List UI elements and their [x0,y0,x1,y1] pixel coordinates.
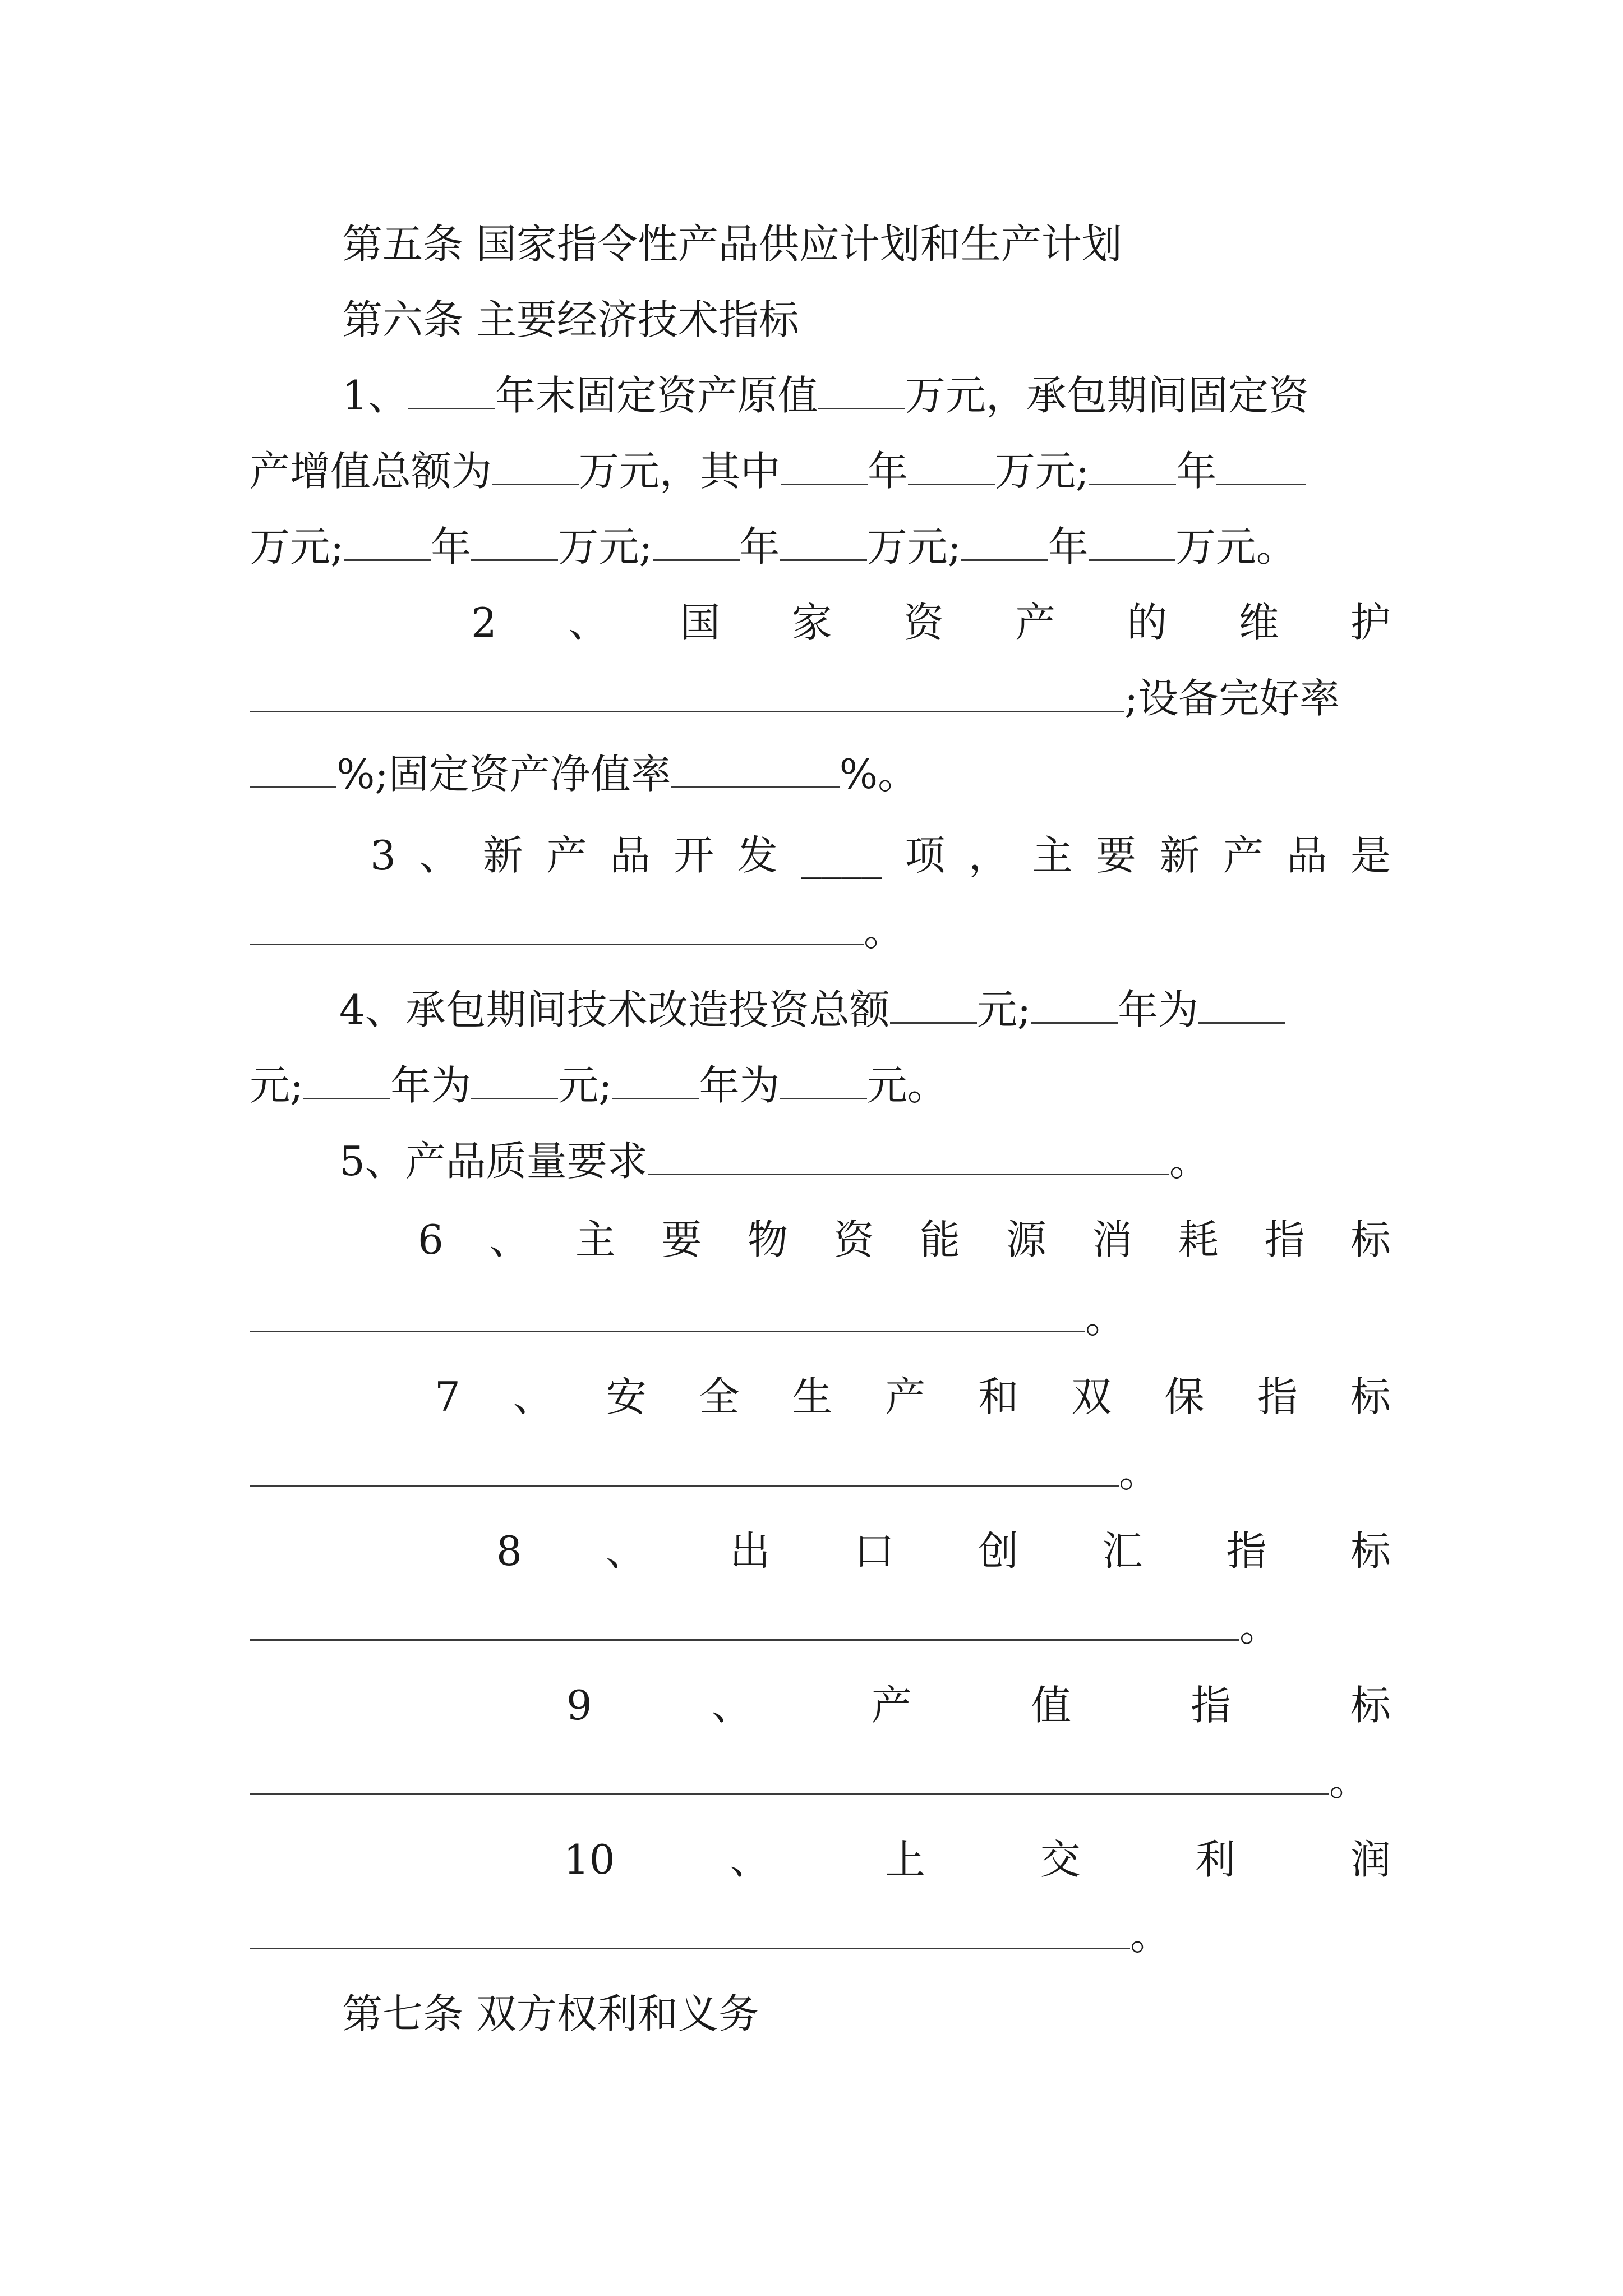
item-3-char: 、 [419,832,460,879]
item-7-char: 指 [1257,1373,1298,1420]
item-8-char: 汇 [1102,1527,1143,1575]
item-8-char: 口 [854,1527,895,1575]
blank-field[interactable] [1089,520,1175,561]
blank-field[interactable] [1089,444,1176,485]
item-6-end: 。 [1085,1295,1126,1342]
item-4-text: 年为 [1118,986,1199,1033]
item-5-end: 。 [1169,1138,1210,1185]
item-8-char: 标 [1350,1527,1391,1575]
item-7-char: 标 [1350,1373,1391,1420]
item-1-line-2 [250,443,1391,499]
item-4-text: 元。 [866,1062,948,1109]
item-10-char: 、 [730,1836,771,1883]
item-2-char: 、 [568,599,609,646]
item-9-line-2 [250,1753,1391,1809]
blank-field[interactable] [818,369,905,409]
item-3-char: 项 [905,832,946,879]
item-10-line-1 [250,1832,1391,1888]
item-8-line-1 [250,1523,1391,1579]
item-5-text: 5、产品质量要求 [339,1138,648,1185]
article-7-text: 第七条 双方权利和义务 [342,1990,759,2037]
item-8-char: 8 [496,1527,522,1575]
item-1-text: 万元; [995,448,1090,495]
item-4-line-2 [250,1057,1391,1114]
item-2-char: 的 [1127,599,1168,646]
blank-field[interactable] [250,904,864,945]
item-3-char: 产 [1223,832,1264,879]
blank-field[interactable] [250,671,1124,712]
item-1-text: 年 [739,523,780,570]
blank-field[interactable] [250,1446,1119,1487]
blank-field[interactable] [890,983,977,1024]
item-1-text: 万元，承包期间固定资 [905,372,1309,419]
blank-field[interactable] [250,1291,1085,1332]
item-9-line-1 [250,1677,1391,1733]
item-6-char: 6 [418,1216,444,1263]
item-6-char: 资 [833,1216,874,1263]
item-3-char: 要 [1095,832,1136,879]
blank-field[interactable] [781,444,868,485]
item-3-char: 品 [1287,832,1327,879]
item-1-text: 年 [1048,523,1089,570]
item-9-char: 产 [871,1682,912,1729]
item-7-char: 7 [435,1373,460,1420]
item-6-line-1 [250,1212,1391,1268]
item-3-blank[interactable]: ____ [801,832,882,879]
item-3-char: 主 [1032,832,1073,879]
item-2-text: ;设备完好率 [1124,675,1340,722]
item-8-char: 出 [730,1527,771,1575]
item-6-char: 主 [575,1216,616,1263]
item-1-text: 产增值总额为 [250,448,492,495]
item-10-char: 10 [564,1836,615,1883]
item-5-line [250,1133,1391,1189]
item-7-line-2 [250,1444,1391,1501]
blank-field[interactable] [303,1059,390,1099]
item-2-char: 家 [791,599,832,646]
blank-field[interactable] [408,369,495,409]
item-6-char: 物 [748,1216,789,1263]
item-9-char: 值 [1031,1682,1072,1729]
item-1-text: 年 [1176,448,1217,495]
item-10-char: 润 [1350,1836,1391,1883]
item-10-char: 交 [1040,1836,1081,1883]
item-7-char: 保 [1164,1373,1205,1420]
article-5-text: 第五条 国家指令性产品供应计划和生产计划 [342,220,1122,268]
item-6-char: 、 [489,1216,530,1263]
blank-field[interactable] [612,1059,699,1099]
blank-field[interactable] [1031,983,1118,1024]
blank-field[interactable] [492,444,579,485]
item-4-text: 元; [250,1062,304,1109]
item-6-char: 消 [1092,1216,1133,1263]
item-7-char: 生 [792,1373,833,1420]
item-7-char: 、 [513,1373,554,1420]
blank-field[interactable] [471,1059,558,1099]
item-10-char: 上 [884,1836,925,1883]
blank-field[interactable] [648,1134,1169,1175]
item-4-text: 年为 [699,1062,780,1109]
item-6-char: 源 [1006,1216,1046,1263]
item-3-char: 是 [1350,832,1391,879]
item-1-text: 万元; [250,523,344,570]
blank-field[interactable] [344,520,431,561]
item-8-char: 、 [606,1527,647,1575]
blank-field[interactable] [250,1754,1329,1795]
item-3-char: 品 [610,832,651,879]
item-4-text: 元; [558,1062,612,1109]
item-2-char: 2 [471,599,497,646]
item-3-end: 。 [864,908,905,955]
item-2-line-2 [250,670,1391,726]
item-1-line-1 [250,367,1391,424]
item-3-line-2 [250,903,1391,959]
item-9-char: 标 [1350,1682,1391,1729]
item-7-char: 和 [978,1373,1019,1420]
item-6-char: 要 [661,1216,702,1263]
item-2-char: 资 [903,599,944,646]
item-7-char: 产 [885,1373,926,1420]
item-1-line-3 [250,519,1391,575]
item-7-char: 安 [606,1373,647,1420]
blank-field[interactable] [908,444,995,485]
item-4-text: 年为 [390,1062,472,1109]
blank-field[interactable] [250,747,336,788]
item-3-char: 3 [370,832,396,879]
item-3-char: 开 [674,832,714,879]
item-7-end: 。 [1119,1449,1160,1496]
blank-field[interactable] [780,1059,867,1099]
item-9-end: 。 [1329,1757,1370,1805]
item-2-char: 产 [1015,599,1056,646]
item-1-text: 年 [431,523,472,570]
item-9-char: 、 [711,1682,752,1729]
item-2-char: 国 [680,599,721,646]
item-4-text: 元; [976,986,1031,1033]
blank-field[interactable] [961,520,1048,561]
blank-field[interactable] [1216,444,1306,485]
item-10-char: 利 [1195,1836,1236,1883]
item-6-char: 指 [1264,1216,1305,1263]
item-8-end: 。 [1239,1603,1280,1650]
item-2-char: 维 [1238,599,1279,646]
item-10-line-2 [250,1907,1391,1963]
item-1-text: 年末固定资产原值 [495,372,818,419]
item-3-char: 发 [737,832,778,879]
item-2-line-3 [250,746,1391,802]
article-7-heading [250,1986,1391,2042]
item-10-end: 。 [1130,1912,1171,1959]
item-6-char: 标 [1350,1216,1391,1263]
article-6-heading [250,292,1391,348]
blank-field[interactable] [780,520,867,561]
blank-field[interactable] [250,1600,1239,1641]
item-6-char: 耗 [1178,1216,1219,1263]
item-3-char: 新 [482,832,523,879]
item-8-char: 创 [978,1527,1019,1575]
item-1-text: 年 [868,448,909,495]
article-6-text: 第六条 主要经济技术指标 [342,296,799,343]
item-2-line-1 [250,595,1391,651]
item-7-line-1 [250,1369,1391,1425]
blank-field[interactable] [1198,983,1285,1024]
item-9-char: 指 [1191,1682,1232,1729]
item-3-char: 新 [1159,832,1200,879]
item-3-line-1 [250,827,1391,884]
blank-field[interactable] [471,520,558,561]
item-1-number: 1、 [342,372,408,419]
blank-field[interactable] [671,747,840,788]
item-8-char: 指 [1226,1527,1267,1575]
article-5-heading [250,216,1391,272]
item-6-char: 能 [920,1216,961,1263]
item-1-text: 万元; [558,523,653,570]
blank-field[interactable] [250,1908,1130,1949]
item-2-text: %;固定资产净值率 [336,751,671,798]
item-2-char: 护 [1350,599,1391,646]
item-1-text: 万元，其中 [579,448,781,495]
blank-field[interactable] [653,520,740,561]
item-6-line-2 [250,1290,1391,1346]
item-2-text: %。 [839,751,919,798]
item-7-char: 双 [1071,1373,1112,1420]
item-8-line-2 [250,1599,1391,1655]
item-3-char: 产 [546,832,587,879]
item-3-char: ， [969,832,1009,879]
item-1-text: 万元; [866,523,961,570]
item-7-char: 全 [699,1373,740,1420]
item-4-line-1 [250,982,1391,1038]
item-4-text: 4、承包期间技术改造投资总额 [339,986,890,1033]
item-1-text: 万元。 [1175,523,1297,570]
item-9-char: 9 [566,1682,592,1729]
